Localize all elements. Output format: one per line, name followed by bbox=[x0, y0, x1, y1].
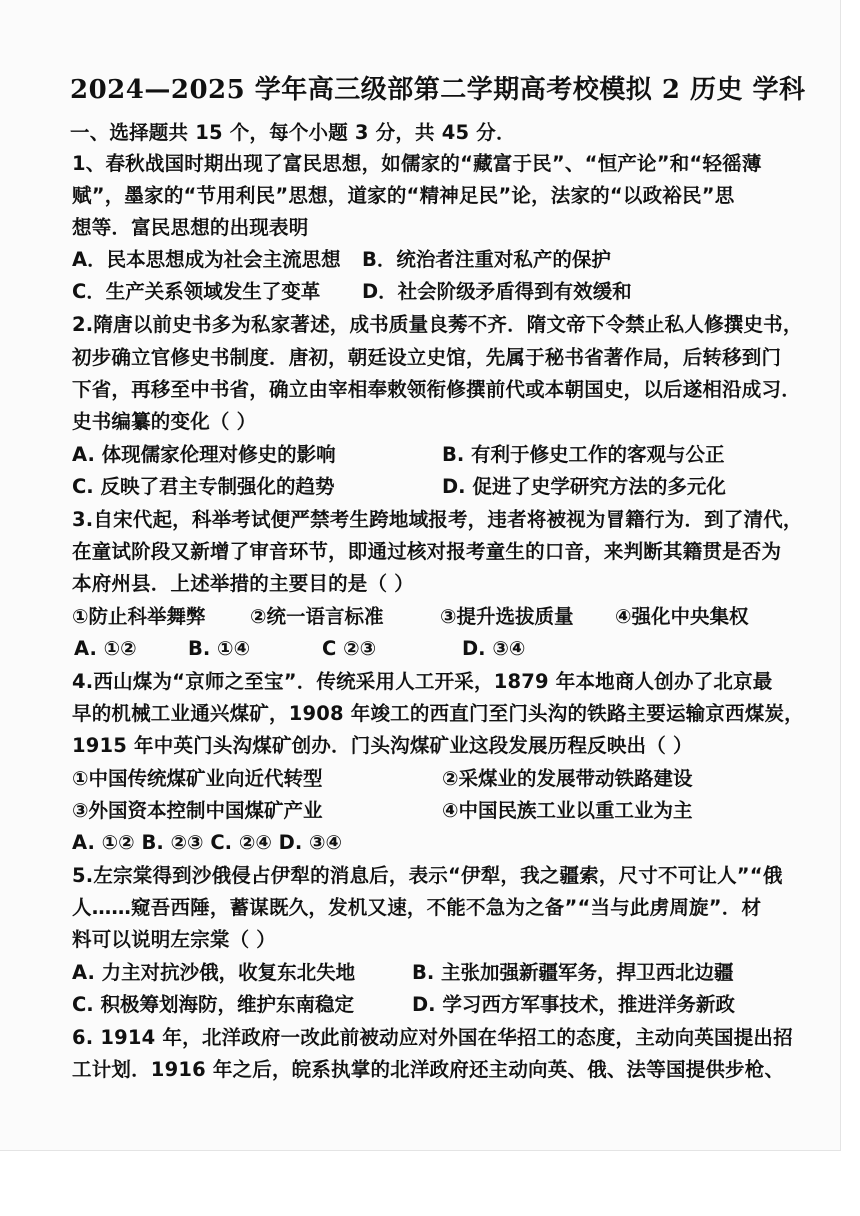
q2-stem-line-1: 2.隋唐以前史书多为私家著述，成书质量良莠不齐．隋文帝下令禁止私人修撰史书， bbox=[72, 313, 803, 336]
q1-stem-line-2: 赋”，墨家的“节用利民”思想，道家的“精神足民”论，法家的“以政裕民”思 bbox=[72, 184, 735, 207]
q5-option-d: D. 学习西方军事技术，推进洋务新政 bbox=[412, 993, 735, 1016]
q3-statement-4: ④强化中央集权 bbox=[615, 605, 749, 628]
q4-statement-1: ①中国传统煤矿业向近代转型 bbox=[72, 767, 323, 790]
q5-option-b: B. 主张加强新疆军务，捍卫西北边疆 bbox=[412, 961, 734, 984]
q4-statement-3: ③外国资本控制中国煤矿产业 bbox=[72, 799, 323, 822]
q4-statement-4: ④中国民族工业以重工业为主 bbox=[442, 799, 693, 822]
q3-option-c: C ②③ bbox=[322, 637, 377, 660]
q4-stem-line-3: 1915 年中英门头沟煤矿创办．门头沟煤矿业这段发展历程反映出（ ） bbox=[72, 734, 693, 757]
q6-stem-line-2: 工计划．1916 年之后，皖系执掌的北洋政府还主动向英、俄、法等国提供步枪、 bbox=[72, 1058, 785, 1081]
q3-option-a: A. ①② bbox=[74, 637, 137, 660]
q4-options: A. ①② B. ②③ C. ②④ D. ③④ bbox=[72, 831, 343, 854]
q5-stem-line-3: 料可以说明左宗棠（ ） bbox=[72, 928, 276, 951]
q1-stem-line-3: 想等．富民思想的出现表明 bbox=[72, 216, 309, 239]
q1-stem-line-1: 1、春秋战国时期出现了富民思想，如儒家的“藏富于民”、“恒产论”和“轻徭薄 bbox=[72, 152, 762, 175]
q1-option-d: D．社会阶级矛盾得到有效缓和 bbox=[362, 280, 632, 303]
q2-option-b: B. 有利于修史工作的客观与公正 bbox=[442, 443, 725, 466]
q6-stem-line-1: 6. 1914 年，北洋政府一改此前被动应对外国在华招工的态度，主动向英国提出招 bbox=[72, 1026, 793, 1049]
q4-statement-2: ②采煤业的发展带动铁路建设 bbox=[442, 767, 693, 790]
q2-option-d: D. 促进了史学研究方法的多元化 bbox=[442, 475, 726, 498]
q2-stem-line-2: 初步确立官修史书制度．唐初，朝廷设立史馆，先属于秘书省著作局，后转移到门 bbox=[72, 346, 782, 369]
q5-stem-line-2: 人……窥吾西陲，蓄谋既久，发机又速，不能不急为之备”“当与此虏周旋”．材 bbox=[72, 896, 762, 919]
q5-option-c: C. 积极筹划海防，维护东南稳定 bbox=[72, 993, 355, 1016]
exam-title: 2024—2025 学年高三级部第二学期高考校模拟 2 历史 学科 bbox=[70, 75, 806, 105]
q3-option-b: B. ①④ bbox=[188, 637, 251, 660]
q4-stem-line-2: 早的机械工业通兴煤矿，1908 年竣工的西直门至门头沟的铁路主要运输京西煤炭， bbox=[72, 702, 804, 725]
q1-option-a: A．民本思想成为社会主流思想 bbox=[72, 248, 341, 271]
q2-stem-line-3: 下省，再移至中书省，确立由宰相奉敕领衔修撰前代或本朝国史，以后遂相沿成习． bbox=[72, 378, 801, 401]
q3-option-d: D. ③④ bbox=[462, 637, 526, 660]
q5-stem-line-1: 5.左宗棠得到沙俄侵占伊犁的消息后，表示“伊犁，我之疆索，尺寸不可让人”“俄 bbox=[72, 864, 783, 887]
q2-option-c: C. 反映了君主专制强化的趋势 bbox=[72, 475, 335, 498]
q3-statement-3: ③提升选拔质量 bbox=[440, 605, 574, 628]
q4-stem-line-1: 4.西山煤为“京师之至宝”．传统采用人工开采，1879 年本地商人创办了北京最 bbox=[72, 670, 773, 693]
q2-option-a: A. 体现儒家伦理对修史的影响 bbox=[72, 443, 336, 466]
q5-option-a: A. 力主对抗沙俄，收复东北失地 bbox=[72, 961, 356, 984]
q1-option-b: B．统治者注重对私产的保护 bbox=[362, 248, 611, 271]
q3-stem-line-2: 在童试阶段又新增了审音环节，即通过核对报考童生的口音，来判断其籍贯是否为 bbox=[72, 540, 782, 563]
section-heading: 一、选择题共 15 个，每个小题 3 分，共 45 分． bbox=[70, 121, 516, 144]
q3-stem-line-3: 本府州县．上述举措的主要目的是（ ） bbox=[72, 572, 414, 595]
q1-option-c: C．生产关系领域发生了变革 bbox=[72, 280, 321, 303]
q3-stem-line-1: 3.自宋代起，科举考试便严禁考生跨地域报考，违者将被视为冒籍行为．到了清代， bbox=[72, 508, 803, 531]
q3-statement-1: ①防止科举舞弊 bbox=[72, 605, 206, 628]
q2-stem-line-4: 史书编纂的变化（ ） bbox=[72, 410, 257, 433]
q3-statement-2: ②统一语言标准 bbox=[250, 605, 384, 628]
